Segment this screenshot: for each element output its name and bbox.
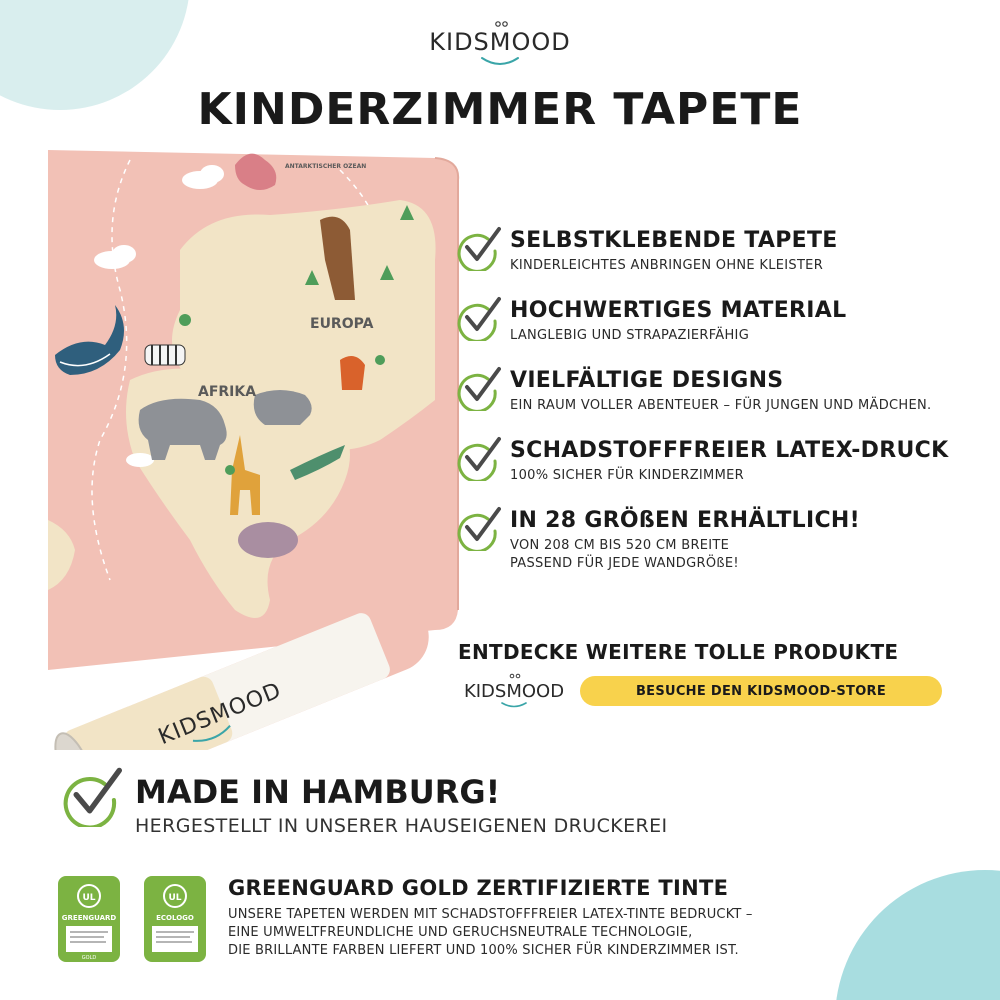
brand-logo[interactable] (0, 18, 1000, 78)
check-icon (60, 765, 122, 827)
check-icon (455, 435, 501, 481)
feature-item-designs (455, 365, 995, 435)
map-label-ocean: ANTARKTISCHER OZEAN (285, 163, 367, 170)
check-icon (455, 295, 501, 341)
mini-logo-text: KIDSMOOD (463, 681, 565, 702)
feature-item-sizes (455, 505, 995, 595)
feature-title: VIELFÄLTIGE DESIGNS (510, 368, 784, 393)
greenguard-description-line: DIE BRILLANTE FARBEN LIEFERT UND 100% SICHER FÜR KINDERZIMMER IST. (228, 943, 739, 958)
feature-description: VON 208 CM BIS 520 CM BREITE (510, 538, 730, 553)
feature-item-self-adhesive (455, 225, 995, 295)
feature-description: KINDERLEICHTES ANBRINGEN OHNE KLEISTER (510, 258, 824, 273)
feature-description: PASSEND FÜR JEDE WANDGRÖßE! (510, 556, 739, 571)
ecologo-badge (144, 876, 206, 962)
feature-title: IN 28 GRÖßEN ERHÄLTLICH! (510, 508, 860, 533)
greenguard-description-line: UNSERE TAPETEN WERDEN MIT SCHADSTOFFFREIER LATEX-TINTE BEDRUCKT – (228, 907, 753, 922)
discover-heading: ENTDECKE WEITERE TOLLE PRODUKTE (458, 640, 899, 664)
greenguard-badge (58, 876, 120, 962)
wallpaper-illustration (40, 140, 460, 750)
made-subtitle: HERGESTELLT IN UNSERER HAUSEIGENEN DRUCKEREI (135, 815, 668, 837)
feature-description: 100% SICHER FÜR KINDERZIMMER (510, 468, 744, 483)
check-icon (455, 365, 501, 411)
feature-item-latex-print (455, 435, 995, 505)
greenguard-ul-logo: UL (82, 893, 96, 903)
made-title: MADE IN HAMBURG! (135, 773, 501, 811)
page-title: KINDERZIMMER TAPETE (197, 84, 803, 135)
brand-logo-text: KIDSMOOD (429, 28, 571, 56)
roll-brand-text: KIDSMOOD (155, 678, 286, 750)
ecologo-ul-logo: UL (168, 893, 182, 903)
feature-item-material (455, 295, 995, 365)
feature-description: LANGLEBIG UND STRAPAZIERFÄHIG (510, 328, 750, 343)
greenguard-description (228, 906, 848, 960)
feature-title: SELBSTKLEBENDE TAPETE (510, 228, 838, 253)
feature-title: SCHADSTOFFFREIER LATEX-DRUCK (510, 438, 949, 463)
feature-title: HOCHWERTIGES MATERIAL (510, 298, 847, 323)
decorative-blob-bottom-right (835, 870, 1000, 1000)
feature-list (455, 225, 995, 595)
map-label-europe: EUROPA (310, 316, 374, 332)
greenguard-label: GREENGUARD (61, 914, 117, 922)
visit-store-button[interactable]: BESUCHE DEN KIDSMOOD-STORE (580, 676, 942, 706)
check-icon (455, 225, 501, 271)
ecologo-label: ECOLOGO (156, 914, 194, 922)
map-label-africa: AFRIKA (198, 384, 257, 400)
greenguard-description-line: EINE UMWELTFREUNDLICHE UND GERUCHSNEUTRALE TECHNOLOGIE, (228, 925, 693, 940)
check-icon (455, 505, 501, 551)
feature-description: EIN RAUM VOLLER ABENTEUER – FÜR JUNGEN UND MÄDCHEN. (510, 398, 932, 413)
greenguard-title: GREENGUARD GOLD ZERTIFIZIERTE TINTE (228, 876, 729, 900)
kidsmood-mini-logo[interactable] (458, 670, 573, 712)
made-in-hamburg (60, 765, 760, 845)
greenguard-level: GOLD (81, 955, 97, 961)
